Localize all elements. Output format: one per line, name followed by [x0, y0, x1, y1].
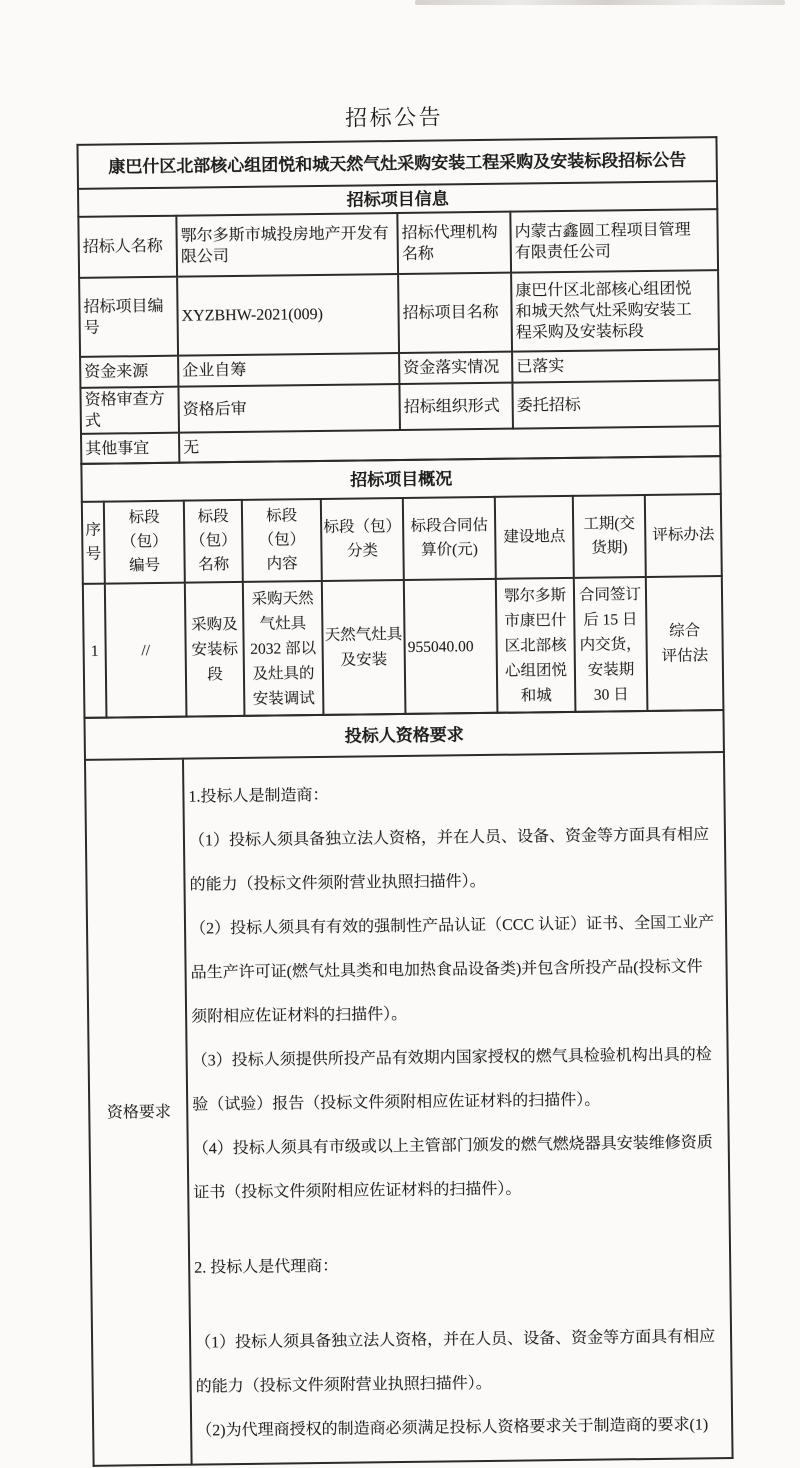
- col-contract-estimate: 标段合同估 算价(元): [403, 497, 496, 580]
- other-matters-label: 其他事宜: [81, 433, 179, 464]
- col-section-number: 标段（包） 编号: [104, 501, 185, 584]
- qualification-line: （2)为代理商授权的制造商必须满足投标人资格要求关于制造商的要求(1): [196, 1416, 709, 1440]
- cell-section-number: //: [105, 583, 187, 718]
- cell-construction-site: 鄂尔多斯 市康巴什 区北部核 心组团悦 和城: [496, 578, 576, 713]
- qualification-line: （4）投标人须具有市级或以上主管部门颁发的燃气燃烧器具安装维修资质: [192, 1134, 713, 1158]
- col-evaluation-method: 评标办法: [645, 494, 722, 577]
- cell-evaluation-method: 综合 评估法: [646, 576, 724, 711]
- qualification-title: 投标人资格要求: [84, 710, 723, 760]
- qualification-line: [194, 1219, 723, 1235]
- col-section-category: 标段（包） 分类: [321, 498, 404, 581]
- cell-section-content: 采购天然 气灶具 2032 部以 及灶具的 安装调试: [243, 581, 324, 716]
- project-number-label: 招标项目编号: [79, 277, 178, 357]
- qualification-line: 2. 投标人是代理商：: [194, 1257, 339, 1277]
- agency-name-label: 招标代理机构 名称: [397, 212, 511, 274]
- main-header-cell: 康巴什区北部核心组团悦和城天然气灶采购安装工程采购及安装标段招标公告: [77, 137, 716, 189]
- table-row: [85, 752, 733, 1466]
- funding-status-value: 已落实: [512, 349, 719, 383]
- cell-contract-estimate: 955040.00: [404, 579, 498, 714]
- project-overview-table: [80, 455, 724, 719]
- cell-section-category: 天然气灶具 及安装: [322, 580, 406, 715]
- col-duration: 工期(交 货期): [573, 495, 646, 578]
- funding-status-label: 资金落实情况: [399, 352, 512, 384]
- table-header-row: [82, 494, 722, 584]
- cell-serial-number: 1: [83, 584, 107, 718]
- qualification-line: （3）投标人须提供所投产品有效期内国家授权的燃气具检验机构出具的检: [191, 1046, 712, 1070]
- organization-form-label: 招标组织形式: [399, 383, 513, 430]
- project-info-table: [76, 136, 721, 465]
- qualification-review-label: 资格审查方式: [80, 387, 179, 434]
- cell-section-name: 采购及 安装标 段: [185, 582, 245, 717]
- table-row: [78, 209, 718, 278]
- project-overview-title: 招标项目概况: [81, 456, 721, 502]
- project-number-value: XYZBHW-2021(009): [177, 274, 399, 356]
- qualification-line: 证书（投标文件须附相应佐证材料的扫描件）。: [193, 1180, 522, 1202]
- qualification-line: 1.投标人是制造商：: [188, 786, 329, 806]
- tenderee-name-value: 鄂尔多斯市城投房地产开发有 限公司: [176, 213, 398, 277]
- project-info-title: 招标项目信息: [78, 181, 717, 217]
- table-row: [80, 380, 720, 434]
- qualification-line: 须附相应佐证材料的扫描件）。: [191, 1005, 408, 1026]
- qualification-line: （2）投标人须具有有效的强制性产品认证（CCC 认证）证书、全国工业产: [189, 914, 715, 938]
- other-matters-value: 无: [179, 426, 720, 463]
- page-title: 招标公告: [345, 104, 444, 131]
- qualification-line: 验（试验）报告（投标文件须附相应佐证材料的扫描件）。: [192, 1091, 601, 1114]
- col-serial-number: 序 号: [82, 502, 105, 584]
- col-construction-site: 建设地点: [495, 496, 574, 579]
- qualification-review-value: 资格后审: [178, 384, 400, 433]
- funding-source-label: 资金来源: [80, 356, 178, 388]
- project-name-label: 招标项目名称: [398, 273, 512, 353]
- col-section-name: 标段 （包） 名称: [184, 500, 243, 583]
- qualification-line: 的能力（投标文件须附营业执照扫描件）。: [195, 1374, 492, 1396]
- qualification-line: 品生产许可证(燃气灶具类和电加热食品设备类)并包含所投产品(投标文件: [190, 958, 703, 982]
- project-name-value: 康巴什区北部核心组团悦 和城天然气灶采购安装工 程采购及安装标段: [511, 270, 719, 352]
- qualification-content: [183, 752, 733, 1465]
- cell-duration: 合同签订 后 15 日 内交货， 安装期 30 日: [574, 577, 648, 712]
- qualification-line: 的能力（投标文件须附营业执照扫描件）。: [189, 872, 486, 894]
- col-section-content: 标段（包） 内容: [242, 499, 322, 582]
- qualification-line: [195, 1294, 724, 1310]
- qualification-requirement-label: 资格要求: [85, 759, 192, 1466]
- qualification-table: [83, 709, 733, 1467]
- funding-source-value: 企业自筹: [178, 353, 399, 387]
- organization-form-value: 委托招标: [512, 380, 720, 429]
- qualification-line: （1）投标人须具备独立法人资格，并在人员、设备、资金等方面具有相应: [195, 1328, 716, 1352]
- qualification-line: （1）投标人须具备独立法人资格，并在人员、设备、资金等方面具有相应: [188, 826, 710, 850]
- bid-announcement-table: [76, 136, 731, 1467]
- table-row: [79, 270, 719, 357]
- tenderee-name-label: 招标人名称: [78, 216, 177, 278]
- table-row: [77, 137, 716, 189]
- table-row: [83, 576, 724, 718]
- agency-name-value: 内蒙古鑫圆工程项目管理 有限责任公司: [510, 209, 718, 273]
